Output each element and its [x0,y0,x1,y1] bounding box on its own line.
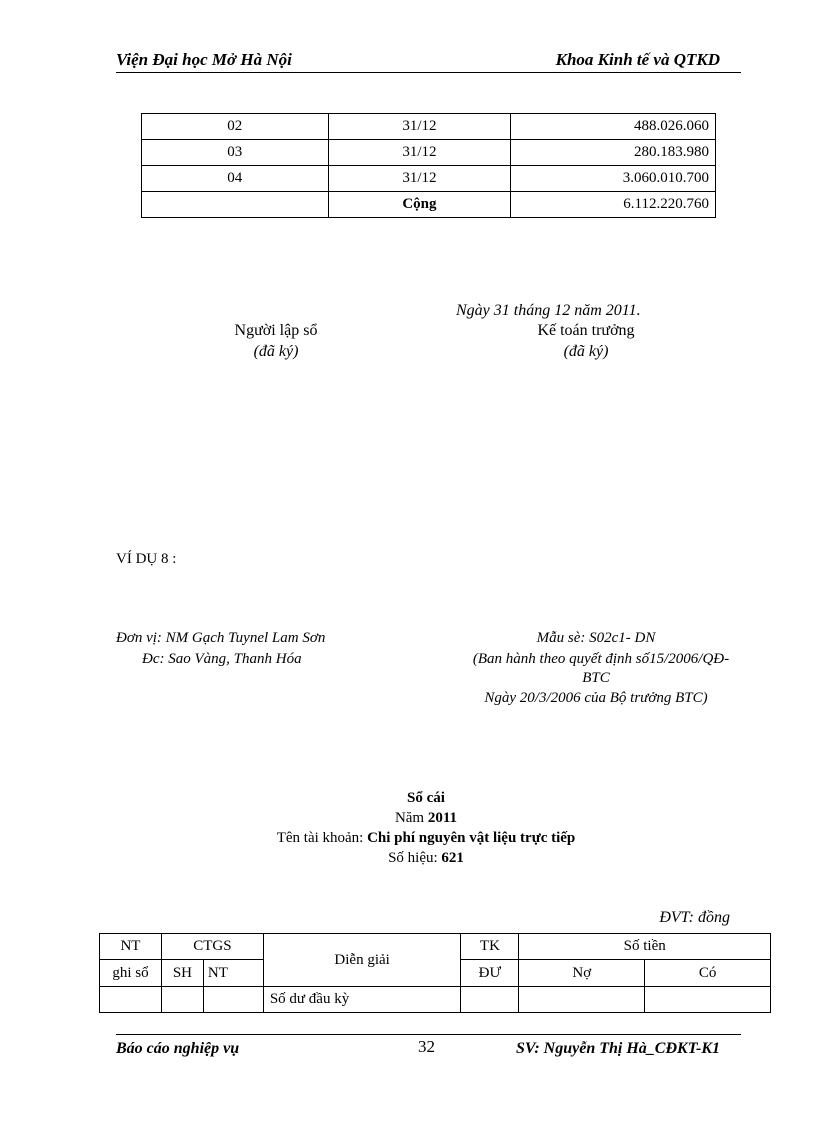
ledger-table [99,933,771,1013]
header-institute: Viện Đại học Mở Hà Nội [116,50,292,69]
col-description: Diễn giải [263,934,461,987]
row-amount: 488.026.060 [511,114,716,140]
footer-rule [116,1034,741,1035]
accountant-title: Kế toán trưởng [537,322,635,339]
table-row [142,114,716,140]
row-date: 31/12 [328,140,511,166]
example-title: VÍ DỤ 8 : [116,551,177,567]
col-tk-bottom: ĐƯ [461,960,519,987]
row-date: 31/12 [328,166,511,192]
footer-student: SV: Nguyễn Thị Hà_CĐKT-K1 [515,1040,720,1057]
preparer-title: Người lập sổ [234,322,318,339]
form-code: Mẫu sè: S02c1- DN [536,630,656,646]
col-credit: Có [645,960,771,987]
col-nt-bottom: ghi sổ [100,960,162,987]
year-value: 2011 [427,810,458,826]
total-label: Cộng [328,192,511,218]
code-value: 621 [441,850,464,866]
col-debit: Nợ [519,960,645,987]
table-row [100,987,771,1013]
col-amount: Số tiền [519,934,771,960]
accountant-signed: (đã ký) [563,343,609,360]
signature-date: Ngày 31 tháng 12 năm 2011. [456,302,641,319]
table-row [142,140,716,166]
table-row [142,166,716,192]
preparer-signed: (đã ký) [253,343,299,360]
ledger-header-row-1 [100,934,771,960]
ledger-code [216,850,636,867]
header-rule [116,72,741,73]
year-label: Năm [394,810,425,826]
ledger-account [186,830,666,847]
row-no: 02 [142,114,329,140]
unit-note: ĐVT: đồng [659,909,730,926]
opening-balance-label: Số dư đầu kỳ [263,987,461,1013]
unit-name: Đơn vị: NM Gạch Tuynel Lam Sơn [116,630,326,646]
total-row [142,192,716,218]
header-faculty: Khoa Kinh tế và QTKD [555,50,720,69]
footer-report: Báo cáo nghiệp vụ [116,1040,240,1057]
col-nt: NT [203,960,263,987]
form-decree-line1: (Ban hành theo quyết định số15/2006/QĐ- [472,651,730,667]
row-date: 31/12 [328,114,511,140]
total-amount: 6.112.220.760 [511,192,716,218]
row-no: 03 [142,140,329,166]
code-label: Số hiệu: [388,850,438,866]
row-amount: 3.060.010.700 [511,166,716,192]
form-decree-line3: Ngày 20/3/2006 của Bộ trưởng BTC) [484,690,708,706]
col-sh: SH [161,960,203,987]
row-amount: 280.183.980 [511,140,716,166]
account-label: Tên tài khoản: [276,830,364,846]
ledger-title: Sổ cái [407,790,445,806]
account-name: Chi phí nguyên vật liệu trực tiếp [367,830,576,846]
row-no: 04 [142,166,329,192]
page-number: 32 [418,1037,435,1056]
col-ctgs: CTGS [161,934,263,960]
unit-address: Đc: Sao Vàng, Thanh Hóa [142,651,302,667]
col-tk-top: TK [461,934,519,960]
summary-table [141,113,716,218]
col-nt-top: NT [100,934,162,960]
form-decree-line2: BTC [582,670,610,686]
ledger-year [216,810,636,827]
